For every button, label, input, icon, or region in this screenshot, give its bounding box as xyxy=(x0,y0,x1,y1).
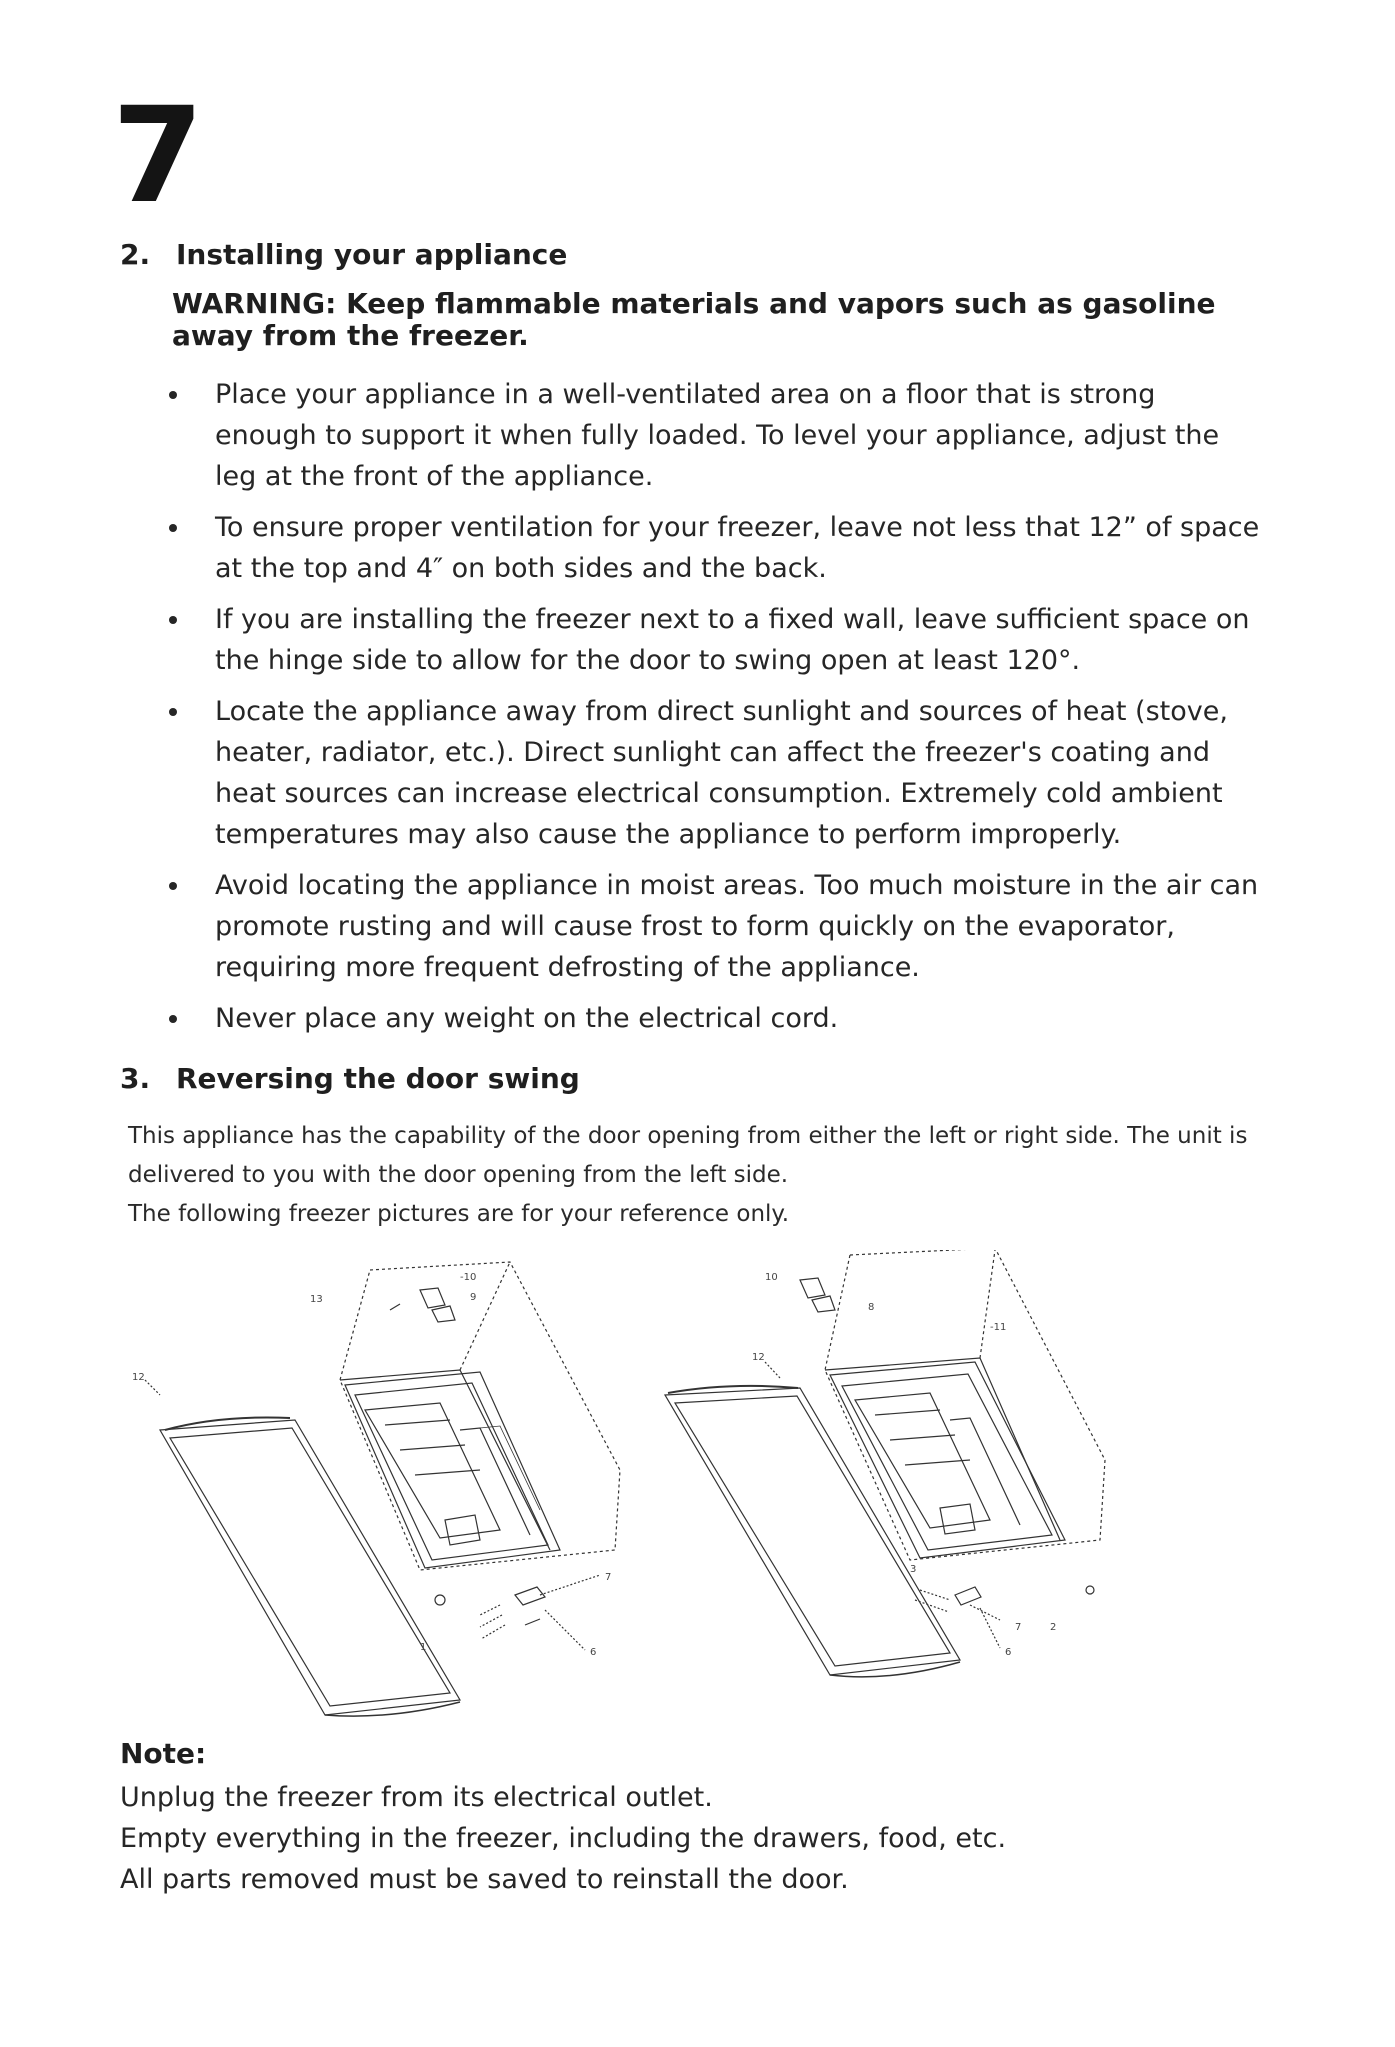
note-line: Empty everything in the freezer, including the drawers, food, etc. xyxy=(120,1823,1007,1854)
bullet-item xyxy=(165,998,1265,1039)
bullet-item xyxy=(165,865,1265,988)
svg-text:7: 7 xyxy=(605,1572,612,1583)
svg-text:2: 2 xyxy=(1050,1622,1057,1633)
section-heading-reversing xyxy=(120,1062,580,1096)
svg-text:10: 10 xyxy=(765,1272,778,1283)
note-line: Unplug the freezer from its electrical outlet. xyxy=(120,1782,713,1813)
svg-text:1: 1 xyxy=(420,1642,427,1653)
installation-bullet-list xyxy=(165,374,1265,1049)
right-freezer-diagram xyxy=(665,1250,1105,1677)
section-title: Installing your appliance xyxy=(176,238,568,271)
svg-text:12: 12 xyxy=(132,1372,145,1383)
bullet-item xyxy=(165,691,1265,855)
svg-text:9: 9 xyxy=(470,1292,477,1303)
door-swing-intro xyxy=(128,1117,1268,1234)
bullet-text: Place your appliance in a well-ventilated area on a floor that is strong enough to support it when fully loaded. To level your appliance, adjust the leg at the front of the appliance. xyxy=(215,379,1220,492)
bullet-icon xyxy=(169,391,177,399)
left-freezer-diagram xyxy=(132,1262,620,1716)
svg-text:13: 13 xyxy=(310,1294,323,1305)
bullet-icon xyxy=(169,1015,177,1023)
svg-text:6: 6 xyxy=(1005,1647,1012,1658)
page-number: 7 xyxy=(112,79,200,233)
note-title: Note: xyxy=(120,1737,207,1770)
svg-text:3: 3 xyxy=(910,1564,917,1575)
door-reversal-figure xyxy=(120,1250,1140,1730)
note-lines xyxy=(120,1777,1260,1900)
svg-text:-10: -10 xyxy=(460,1272,477,1283)
bullet-text: Avoid locating the appliance in moist areas. Too much moisture in the air can promote rusting and will cause frost to form quickly on the evaporator, requiring more frequent defrosting of the appliance. xyxy=(215,870,1259,983)
bullet-icon xyxy=(169,616,177,624)
bullet-text: Never place any weight on the electrical cord. xyxy=(215,1003,839,1034)
svg-text:12: 12 xyxy=(752,1352,765,1363)
bullet-icon xyxy=(169,708,177,716)
svg-text:8: 8 xyxy=(868,1302,875,1313)
section-number: 3. xyxy=(120,1062,151,1095)
bullet-text: Locate the appliance away from direct sunlight and sources of heat (stove, heater, radiator, etc.). Direct sunlight can affect the freezer's coating and heat sources can increase electrical consumption. Extremely cold ambient temperatures may also cause the appliance to perform improperly. xyxy=(215,696,1228,850)
bullet-icon xyxy=(169,524,177,532)
warning-text: WARNING: Keep flammable materials and vapors such as gasoline away from the freezer. xyxy=(172,287,1216,352)
bullet-item xyxy=(165,374,1265,497)
svg-text:-11: -11 xyxy=(990,1322,1007,1333)
svg-text:6: 6 xyxy=(590,1647,597,1658)
bullet-text: To ensure proper ventilation for your freezer, leave not less that 12” of space at the top and 4″ on both sides and the back. xyxy=(215,512,1260,584)
note-line: All parts removed must be saved to reinstall the door. xyxy=(120,1864,849,1895)
bullet-item xyxy=(165,507,1265,589)
section-number: 2. xyxy=(120,238,151,271)
bullet-icon xyxy=(169,882,177,890)
intro-paragraph: This appliance has the capability of the door opening from either the left or right side. The unit is delivered to you with the door opening from the left side. xyxy=(128,1123,1248,1188)
bullet-text: If you are installing the freezer next to a fixed wall, leave sufficient space on the hinge side to allow for the door to swing open at least 120°. xyxy=(215,604,1250,676)
section-title: Reversing the door swing xyxy=(176,1062,580,1095)
intro-paragraph: The following freezer pictures are for your reference only. xyxy=(128,1201,790,1227)
section-heading-installing xyxy=(120,238,567,272)
bullet-item xyxy=(165,599,1265,681)
svg-text:7: 7 xyxy=(1015,1622,1022,1633)
